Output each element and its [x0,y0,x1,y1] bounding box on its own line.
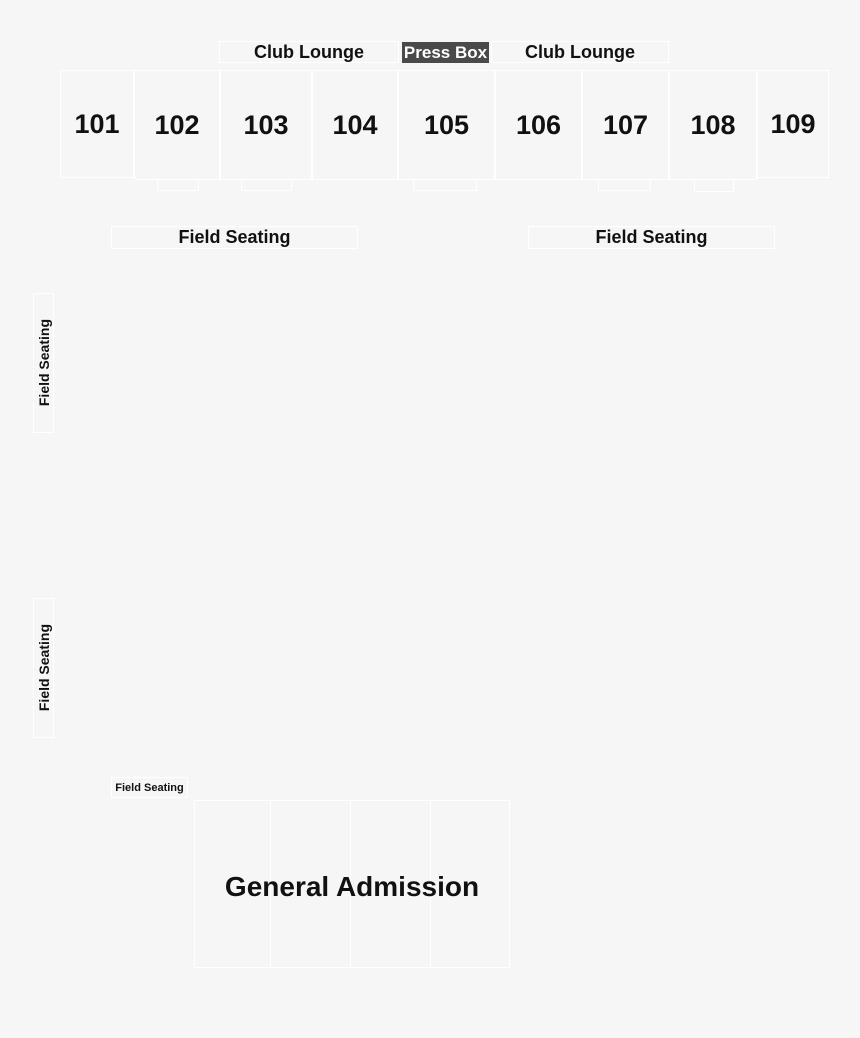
section-104[interactable] [312,70,398,180]
section-105-label: 105 [423,109,470,140]
section-101[interactable] [60,70,134,178]
section-102-notch [157,179,199,191]
field-seating-top-left[interactable]: Field Seating [111,226,358,249]
section-101-label: 101 [74,108,120,139]
section-108-label: 108 [690,109,736,140]
section-104-label: 104 [332,109,378,140]
section-105-notch [413,179,477,191]
section-106[interactable] [495,70,582,180]
section-105[interactable] [398,70,495,180]
club-lounge-left[interactable]: Club Lounge [219,41,399,63]
field-seating-side-lower[interactable] [33,598,54,738]
field-seating-side-upper-label: Field Seating [35,319,52,407]
section-106-label: 106 [515,109,562,140]
section-109-label: 109 [770,108,816,139]
section-108[interactable] [669,70,757,180]
section-103-label: 103 [243,109,289,140]
section-103-notch [241,179,292,191]
field-seating-side-upper[interactable] [33,293,54,433]
section-107-notch [598,179,651,191]
field-seating-bottom-small[interactable]: Field Seating [111,777,188,798]
section-109[interactable] [757,70,829,178]
press-box[interactable]: Press Box [403,42,488,62]
section-107-label: 107 [602,109,649,140]
field-seating-top-right[interactable]: Field Seating [528,226,775,249]
section-102-label: 102 [154,109,200,140]
section-108-notch [694,179,734,192]
section-103[interactable] [220,70,312,180]
field-seating-side-lower-label: Field Seating [35,624,52,712]
section-102[interactable] [134,70,220,180]
club-lounge-right[interactable]: Club Lounge [491,41,669,63]
general-admission-area[interactable] [194,800,510,968]
general-admission-label: General Admission [224,871,480,902]
section-107[interactable] [582,70,669,180]
